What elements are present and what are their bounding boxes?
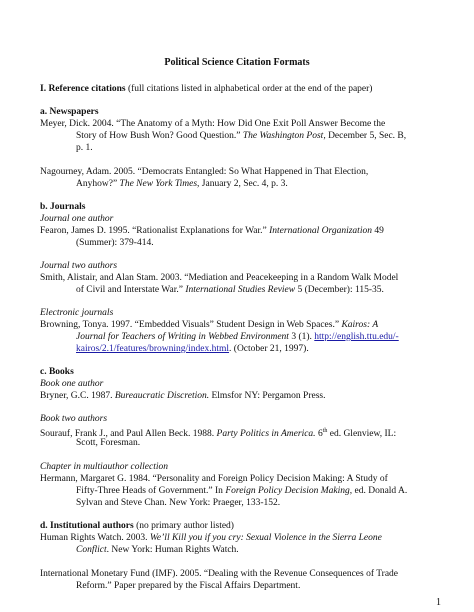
sourauf-title: Party Politics in America. [216,429,316,440]
citation-meyer-line2 [76,130,406,142]
page-title: Political Science Citation Formats [164,57,310,68]
section-heading-reference-citations [40,83,372,95]
bryner-title: Bureaucratic Discretion. [114,391,210,401]
meyer-publication: The Washington Post [242,131,324,141]
smith-text: of Civil and Interstate War.” [76,285,186,295]
citation-browning-line3 [76,343,309,355]
citation-hermann-line2 [76,485,407,497]
citation-fearon-line1 [40,225,384,237]
nagourney-text: Anyhow?” [76,179,120,189]
citation-sourauf-line2: Scott, Foresman. [76,438,141,448]
institutional-note: (no primary author listed) [133,521,234,531]
citation-hrw-line1 [40,532,382,544]
section-i-heading: I. Reference citations [40,84,126,94]
smith-journal: International Studies Review [185,285,296,295]
citation-imf-line1: International Monetary Fund (IMF). 2005. “Dealing with the Revenue Consequences of Trade [40,569,399,579]
citation-nagourney-line2 [76,178,288,190]
citation-hermann-line3: Sylvan and Steve Chan. New York: Praeger, 133-152. [76,498,281,508]
books-heading: c. Books [40,367,74,377]
citation-browning-line2 [76,331,399,343]
smith-details: 5 (December): 115-35. [295,285,384,295]
browning-journal-part2: Journal for Teachers of Writing in Webbed Environment [76,332,289,342]
nagourney-details: , January 2, Sec. 4, p. 3. [197,179,288,189]
browning-url-link-part1[interactable]: http://english.ttu.edu/- [314,332,399,342]
citation-smith-line1: Smith, Alistair, and Alan Stam. 2003. “Mediation and Peacekeeping in a Random Walk Model [40,273,399,283]
citation-hrw-line2 [76,544,239,556]
citation-bryner [40,390,325,402]
newspapers-heading: a. Newspapers [40,107,99,117]
sourauf-text: Sourauf, Frank J., and Paul Allen Beck. 1988. [40,429,217,440]
hermann-book-title: Foreign Policy Decision Making [225,486,350,496]
citation-fearon-line2: (Summer): 379-414. [76,238,154,248]
bryner-text: Bryner, G.C. 1987. [40,391,115,401]
institutional-heading-line [40,520,234,532]
sourauf-edition: 6 [315,429,323,440]
sourauf-edition-suffix: th [322,428,328,434]
citation-browning-line1 [40,319,378,331]
citation-meyer-line1: Meyer, Dick. 2004. “The Anatomy of a Myth: How Did One Exit Poll Answer Become the [40,119,386,129]
browning-access-date: . (October 21, 1997). [229,344,309,354]
bryner-publisher: Elmsfor NY: Pergamon Press. [209,391,326,401]
meyer-details: , December 5, Sec. B, [323,131,407,141]
hermann-editor: , ed. Donald A. [349,486,408,496]
citation-meyer-line3: p. 1. [76,143,93,153]
sourauf-place: ed. Glenview, IL: [327,429,397,440]
fearon-journal: International Organization [269,226,372,236]
nagourney-publication: The New York Times [119,179,198,189]
hrw-text: Human Rights Watch. 2003. [40,533,150,543]
institutional-heading: d. Institutional authors [40,521,134,531]
journal-one-author-label: Journal one author [40,214,114,224]
hermann-text: Fifty-Three Heads of Government.” In [76,486,226,496]
journal-two-authors-label: Journal two authors [40,261,118,271]
book-one-author-label: Book one author [40,379,104,389]
browning-text: Browning, Tonya. 1997. “Embedded Visuals” Student Design in Web Spaces.” [40,320,342,330]
book-two-authors-label: Book two authors [40,414,108,424]
electronic-journals-label: Electronic journals [40,308,114,318]
meyer-text: Story of How Bush Won? Good Question.” [76,131,243,141]
fearon-volume: 49 [371,226,384,236]
hrw-title-part1: We’ll Kill you if you cry: Sexual Violence in the Sierra Leone [149,533,382,543]
citation-smith-line2 [76,284,384,296]
citation-nagourney-line1: Nagourney, Adam. 2005. “Democrats Entangled: So What Happened in That Election, [40,167,369,177]
page-number: 1 [436,597,441,608]
browning-url-link-part2[interactable]: kairos/2.1/features/browning/index.html [76,344,230,354]
citation-imf-line2: Reform.” Paper prepared by the Fiscal Affairs Department. [76,581,301,591]
browning-journal-part1: Kairos: A [341,320,379,330]
citation-hermann-line1: Hermann, Margaret G. 1984. “Personality and Foreign Policy Decision Making: A Study of [40,474,388,484]
browning-issue: 3 (1). [288,332,315,342]
section-i-note: (full citations listed in alphabetical order at the end of the paper) [127,84,373,94]
fearon-text: Fearon, James D. 1995. “Rationalist Explanations for War.” [40,226,270,236]
chapter-collection-label: Chapter in multiauthor collection [40,462,168,472]
hrw-title-part2: Conflict [76,545,107,555]
hrw-publisher: . New York: Human Rights Watch. [106,545,239,555]
journals-heading: b. Journals [40,202,86,212]
